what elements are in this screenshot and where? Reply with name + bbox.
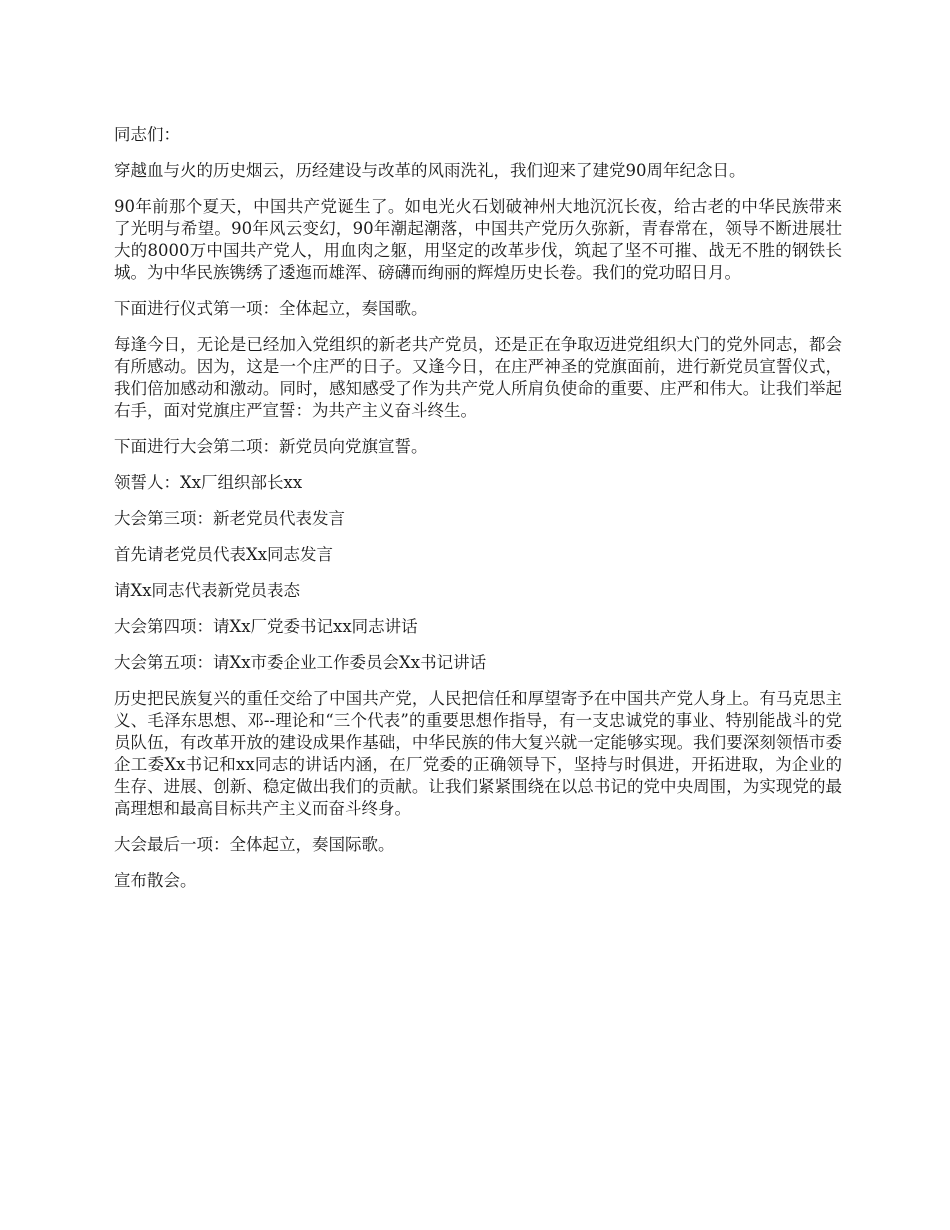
oath-leader: 领誓人：Xx厂组织部长xx bbox=[114, 473, 303, 492]
agenda-item-final: 大会最后一项：全体起立，奏国际歌。 bbox=[114, 835, 395, 854]
ceremony-paragraph: 每逢今日，无论是已经加入党组织的新老共产党员，还是正在争取迈进党组织大门的党外同志，都会有所感动。因为，这是一个庄严的日子。又逢今日，在庄严神圣的党旗面前，进行新党员宣誓仪式，我们倍加感动和激动。同时，感知感受了作为共产党人所肩负使命的重要、庄严和伟大。让我们举起右手，面对党旗庄严宣誓：为共产主义奋斗终生。 bbox=[114, 335, 842, 420]
agenda-item-4: 大会第四项：请Xx厂党委书记xx同志讲话 bbox=[114, 617, 418, 636]
agenda-item-5: 大会第五项：请Xx市委企业工作委员会Xx书记讲话 bbox=[114, 653, 487, 672]
speaker-new-member: 请Xx同志代表新党员表态 bbox=[114, 581, 301, 600]
agenda-item-3: 大会第三项：新老党员代表发言 bbox=[114, 509, 345, 528]
agenda-item-2: 下面进行大会第二项：新党员向党旗宣誓。 bbox=[114, 437, 428, 456]
closing-remarks-paragraph: 历史把民族复兴的重任交给了中国共产党，人民把信任和厚望寄予在中国共产党人身上。有马克思主义、毛泽东思想、邓--理论和“三个代表”的重要思想作指导，有一支忠诚党的事业、特别能战斗的党员队伍，有改革开放的建设成果作基础，中华民族的伟大复兴就一定能够实现。我们要深刻领悟市委企工委Xx书记和xx同志的讲话内涵，在厂党委的正确领导下，坚持与时俱进，开拓进取，为企业的生存、进展、创新、稳定做出我们的贡献。让我们紧紧围绕在以总书记的党中央周围，为实现党的最高理想和最高目标共产主义而奋斗终身。 bbox=[114, 689, 842, 818]
adjournment: 宣布散会。 bbox=[114, 871, 197, 890]
history-paragraph: 90年前那个夏天，中国共产党诞生了。如电光火石划破神州大地沉沉长夜，给古老的中华民族带来了光明与希望。90年风云变幻，90年潮起潮落，中国共产党历久弥新，青春常在，领导不断进展壮大的8000万中国共产党人，用血肉之躯，用坚定的改革步伐，筑起了坚不可摧、战无不胜的钢铁长城。为中华民族镌绣了逶迤而雄浑、磅礴而绚丽的辉煌历史长卷。我们的党功昭日月。 bbox=[114, 197, 842, 282]
speaker-veteran: 首先请老党员代表Xx同志发言 bbox=[114, 545, 334, 564]
document-body bbox=[114, 124, 842, 906]
opening-paragraph: 穿越血与火的历史烟云，历经建设与改革的风雨洗礼，我们迎来了建党90周年纪念日。 bbox=[114, 161, 746, 180]
greeting-paragraph: 同志们： bbox=[114, 125, 180, 144]
agenda-item-1: 下面进行仪式第一项：全体起立，奏国歌。 bbox=[114, 299, 428, 318]
